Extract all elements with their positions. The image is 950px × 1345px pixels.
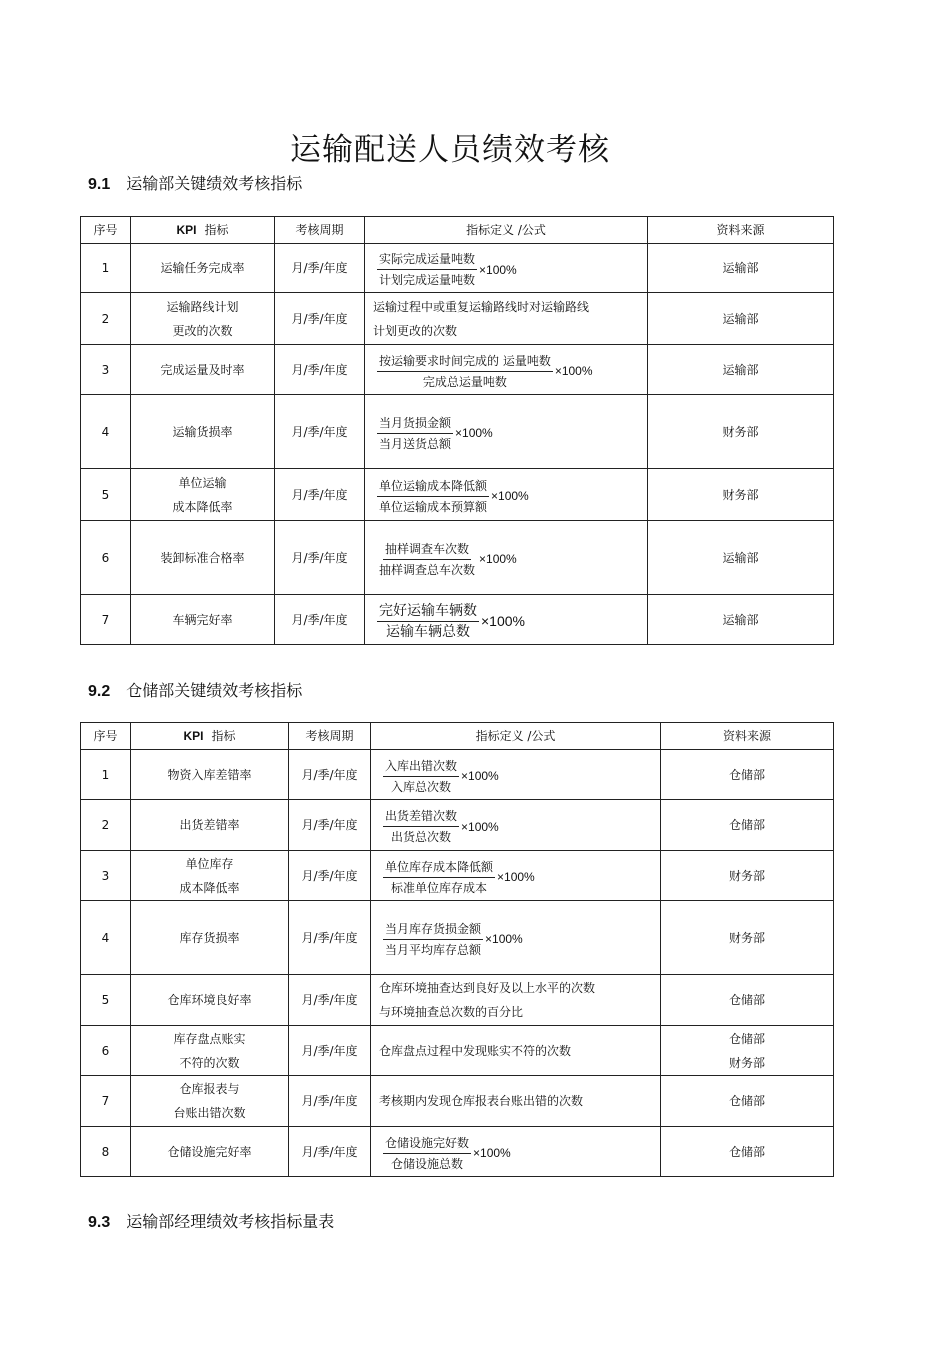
cell-definition bbox=[365, 244, 648, 293]
cell-no: 6 bbox=[81, 521, 131, 595]
cell-definition bbox=[365, 293, 648, 345]
kpi-line: 台账出错次数 bbox=[173, 1106, 246, 1120]
source-line: 仓储部 bbox=[728, 767, 765, 782]
source-line: 仓储部 bbox=[728, 1031, 765, 1046]
kpi-line: 单位运输 bbox=[178, 475, 227, 490]
source-line: 仓储部 bbox=[728, 1144, 765, 1159]
cell-no: 2 bbox=[81, 293, 131, 345]
cell-source bbox=[661, 800, 834, 851]
multiplier: ×100% bbox=[481, 613, 525, 629]
cell-period: 月/季/年度 bbox=[275, 521, 365, 595]
cell-period: 月/季/年度 bbox=[289, 1127, 371, 1177]
cell-kpi bbox=[131, 345, 275, 395]
cell-period: 月/季/年度 bbox=[275, 469, 365, 521]
cell-period: 月/季/年度 bbox=[289, 1076, 371, 1127]
cell-definition bbox=[371, 1127, 661, 1177]
numerator: 单位库存成本降低额 bbox=[383, 858, 495, 878]
numerator: 当月货损金额 bbox=[377, 414, 453, 434]
fraction bbox=[383, 807, 459, 846]
cell-source bbox=[661, 1127, 834, 1177]
cell-source bbox=[661, 1026, 834, 1076]
cell-source bbox=[648, 521, 834, 595]
cell-period: 月/季/年度 bbox=[275, 395, 365, 469]
table-row bbox=[81, 345, 834, 395]
cell-kpi bbox=[131, 293, 275, 345]
kpi-line: 装卸标准合格率 bbox=[160, 550, 245, 565]
cell-kpi bbox=[131, 244, 275, 293]
source-line: 运输部 bbox=[722, 612, 759, 627]
cell-period: 月/季/年度 bbox=[289, 800, 371, 851]
numerator: 实际完成运量吨数 bbox=[377, 250, 477, 270]
header-period: 考核周期 bbox=[289, 723, 371, 750]
denominator: 当月平均库存总额 bbox=[385, 942, 482, 957]
cell-kpi bbox=[131, 521, 275, 595]
table-row bbox=[81, 395, 834, 469]
cell-source bbox=[648, 395, 834, 469]
section-heading-9-3 bbox=[88, 1209, 334, 1232]
numerator: 完好运输车辆数 bbox=[377, 602, 479, 622]
document-title: 运输配送人员绩效考核 bbox=[290, 132, 610, 168]
header-source: 资料来源 bbox=[661, 723, 834, 750]
denominator: 出货总次数 bbox=[391, 830, 452, 844]
cell-source bbox=[661, 1076, 834, 1127]
source-line: 仓储部 bbox=[728, 993, 765, 1007]
formula bbox=[377, 250, 517, 289]
formula bbox=[383, 1134, 511, 1173]
cell-source bbox=[661, 975, 834, 1026]
definition-line: 考核期内发现仓库报表台账出错的次数 bbox=[379, 1094, 584, 1108]
numerator: 单位运输成本降低额 bbox=[377, 477, 489, 497]
cell-source bbox=[648, 595, 834, 645]
cell-kpi bbox=[131, 1076, 289, 1127]
source-line: 仓储部 bbox=[728, 818, 765, 832]
fraction bbox=[377, 540, 477, 579]
table-row bbox=[81, 1026, 834, 1076]
cell-definition bbox=[371, 851, 661, 901]
cell-period: 月/季/年度 bbox=[289, 851, 371, 901]
formula bbox=[383, 757, 499, 796]
denominator: 计划完成运量吨数 bbox=[379, 273, 476, 287]
fraction bbox=[377, 414, 453, 453]
cell-period: 月/季/年度 bbox=[275, 595, 365, 645]
cell-source bbox=[661, 750, 834, 800]
fraction bbox=[383, 920, 483, 959]
kpi-line: 单位库存 bbox=[185, 856, 234, 871]
header-period: 考核周期 bbox=[275, 217, 365, 244]
cell-definition bbox=[365, 395, 648, 469]
source-line: 仓储部 bbox=[728, 1094, 765, 1108]
formula bbox=[383, 807, 499, 846]
cell-no: 8 bbox=[81, 1127, 131, 1177]
kpi-line: 运输货损率 bbox=[172, 424, 233, 439]
cell-period: 月/季/年度 bbox=[289, 750, 371, 800]
section-number: 9.3 bbox=[88, 1214, 111, 1231]
table-row bbox=[81, 244, 834, 293]
multiplier: ×100% bbox=[491, 489, 529, 503]
table-header-row bbox=[81, 723, 834, 750]
header-kpi: KPI 指标 bbox=[131, 217, 275, 244]
table-row bbox=[81, 1076, 834, 1127]
table-header-row bbox=[81, 217, 834, 244]
cell-period: 月/季/年度 bbox=[275, 293, 365, 345]
table-row bbox=[81, 595, 834, 645]
warehouse-kpi-table bbox=[80, 722, 834, 1177]
cell-no: 1 bbox=[81, 750, 131, 800]
source-line: 财务部 bbox=[728, 1055, 765, 1070]
table-row bbox=[81, 851, 834, 901]
section-title: 运输部经理绩效考核指标量表 bbox=[126, 1212, 335, 1231]
cell-definition bbox=[365, 595, 648, 645]
kpi-line: 库存盘点账实 bbox=[173, 1031, 246, 1046]
table-row bbox=[81, 293, 834, 345]
table-row bbox=[81, 521, 834, 595]
cell-no: 4 bbox=[81, 395, 131, 469]
multiplier: ×100% bbox=[461, 819, 499, 834]
cell-definition bbox=[371, 1076, 661, 1127]
kpi-line: 仓库报表与 bbox=[179, 1082, 240, 1096]
cell-kpi bbox=[131, 469, 275, 521]
source-line: 运输部 bbox=[722, 550, 759, 565]
source-line: 运输部 bbox=[722, 311, 759, 326]
table-row bbox=[81, 750, 834, 800]
kpi-line: 物资入库差错率 bbox=[167, 767, 252, 782]
section-number: 9.2 bbox=[88, 683, 111, 700]
cell-kpi bbox=[131, 901, 289, 975]
table-row bbox=[81, 800, 834, 851]
source-line: 财务部 bbox=[722, 487, 759, 502]
table-row bbox=[81, 901, 834, 975]
cell-no: 3 bbox=[81, 345, 131, 395]
cell-period: 月/季/年度 bbox=[275, 345, 365, 395]
cell-source bbox=[661, 901, 834, 975]
section-heading-9-1 bbox=[88, 171, 302, 194]
kpi-line: 仓库环境良好率 bbox=[167, 993, 252, 1007]
denominator: 仓储设施总数 bbox=[391, 1156, 464, 1171]
cell-no: 5 bbox=[81, 469, 131, 521]
denominator: 当月送货总额 bbox=[379, 436, 452, 451]
table-row bbox=[81, 1127, 834, 1177]
multiplier: ×100% bbox=[461, 769, 499, 783]
cell-source bbox=[648, 345, 834, 395]
section-heading-9-2 bbox=[88, 678, 302, 701]
cell-kpi bbox=[131, 800, 289, 851]
kpi-line: 成本降低率 bbox=[172, 499, 233, 514]
multiplier: ×100% bbox=[554, 364, 593, 378]
header-no: 序号 bbox=[81, 723, 131, 750]
cell-period: 月/季/年度 bbox=[289, 975, 371, 1026]
formula bbox=[383, 920, 523, 959]
formula bbox=[377, 602, 525, 641]
formula bbox=[377, 477, 529, 516]
section-title: 运输部关键绩效考核指标 bbox=[126, 174, 303, 193]
fraction bbox=[377, 602, 479, 641]
denominator: 抽样调查总车次数 bbox=[379, 562, 476, 577]
cell-period: 月/季/年度 bbox=[275, 244, 365, 293]
source-line: 运输部 bbox=[722, 362, 759, 377]
definition-line: 仓库环境抽查达到良好及以上水平的次数 bbox=[379, 981, 596, 995]
kpi-line: 不符的次数 bbox=[179, 1055, 240, 1070]
denominator: 入库总次数 bbox=[391, 779, 452, 794]
kpi-line: 运输任务完成率 bbox=[160, 261, 245, 275]
multiplier: ×100% bbox=[455, 426, 493, 440]
header-source: 资料来源 bbox=[648, 217, 834, 244]
cell-kpi bbox=[131, 1026, 289, 1076]
multiplier: ×100% bbox=[479, 552, 517, 566]
cell-period: 月/季/年度 bbox=[289, 1026, 371, 1076]
cell-no: 7 bbox=[81, 595, 131, 645]
source-line: 财务部 bbox=[728, 868, 765, 883]
fraction bbox=[383, 1134, 471, 1173]
header-definition: 指标定义 /公式 bbox=[365, 217, 648, 244]
section-number: 9.1 bbox=[88, 176, 111, 193]
fraction bbox=[377, 352, 553, 391]
cell-definition bbox=[371, 800, 661, 851]
fraction bbox=[377, 250, 477, 289]
formula bbox=[383, 858, 535, 897]
transport-kpi-table bbox=[80, 216, 834, 645]
cell-kpi bbox=[131, 395, 275, 469]
header-definition: 指标定义 /公式 bbox=[371, 723, 661, 750]
denominator: 运输车辆总数 bbox=[386, 623, 470, 640]
numerator: 当月库存货损金额 bbox=[383, 920, 483, 940]
cell-no: 6 bbox=[81, 1026, 131, 1076]
cell-no: 3 bbox=[81, 851, 131, 901]
cell-definition bbox=[371, 750, 661, 800]
definition-line: 与环境抽查总次数的百分比 bbox=[379, 1005, 524, 1019]
multiplier: ×100% bbox=[479, 262, 517, 277]
fraction bbox=[383, 858, 495, 897]
fraction bbox=[383, 757, 459, 796]
cell-kpi bbox=[131, 851, 289, 901]
cell-kpi bbox=[131, 975, 289, 1026]
cell-source bbox=[648, 469, 834, 521]
formula bbox=[377, 540, 517, 579]
cell-definition bbox=[371, 975, 661, 1026]
cell-kpi bbox=[131, 1127, 289, 1177]
table-row bbox=[81, 469, 834, 521]
section-title: 仓储部关键绩效考核指标 bbox=[126, 681, 303, 700]
kpi-line: 成本降低率 bbox=[179, 880, 240, 895]
numerator: 入库出错次数 bbox=[383, 757, 459, 777]
kpi-line: 车辆完好率 bbox=[172, 612, 233, 627]
denominator: 单位运输成本预算额 bbox=[379, 499, 488, 514]
definition-line: 计划更改的次数 bbox=[373, 323, 458, 338]
formula bbox=[377, 352, 593, 391]
cell-definition bbox=[371, 901, 661, 975]
cell-source bbox=[648, 244, 834, 293]
cell-no: 1 bbox=[81, 244, 131, 293]
kpi-line: 仓储设施完好率 bbox=[167, 1144, 252, 1159]
kpi-line: 运输路线计划 bbox=[166, 299, 239, 314]
numerator: 抽样调查车次数 bbox=[383, 540, 471, 560]
multiplier: ×100% bbox=[473, 1146, 511, 1160]
cell-definition bbox=[365, 345, 648, 395]
formula bbox=[377, 414, 493, 453]
cell-no: 7 bbox=[81, 1076, 131, 1127]
cell-kpi bbox=[131, 750, 289, 800]
cell-source bbox=[648, 293, 834, 345]
definition-line: 运输过程中或重复运输路线时对运输路线 bbox=[373, 299, 590, 314]
kpi-line: 更改的次数 bbox=[172, 323, 233, 338]
source-line: 财务部 bbox=[722, 424, 759, 439]
kpi-line: 出货差错率 bbox=[179, 818, 240, 832]
cell-definition bbox=[365, 469, 648, 521]
kpi-line: 库存货损率 bbox=[179, 930, 240, 945]
multiplier: ×100% bbox=[485, 932, 523, 946]
definition-line: 仓库盘点过程中发现账实不符的次数 bbox=[379, 1043, 572, 1058]
numerator: 按运输要求时间完成的 运量吨数 bbox=[377, 352, 553, 372]
cell-definition bbox=[365, 521, 648, 595]
cell-no: 4 bbox=[81, 901, 131, 975]
header-no: 序号 bbox=[81, 217, 131, 244]
cell-period: 月/季/年度 bbox=[289, 901, 371, 975]
cell-kpi bbox=[131, 595, 275, 645]
source-line: 运输部 bbox=[722, 261, 759, 275]
source-line: 财务部 bbox=[728, 930, 765, 945]
denominator: 完成总运量吨数 bbox=[422, 374, 507, 389]
fraction bbox=[377, 477, 489, 516]
cell-no: 5 bbox=[81, 975, 131, 1026]
cell-source bbox=[661, 851, 834, 901]
numerator: 仓储设施完好数 bbox=[383, 1134, 471, 1154]
multiplier: ×100% bbox=[497, 870, 535, 884]
header-kpi: KPI 指标 bbox=[131, 723, 289, 750]
kpi-line: 完成运量及时率 bbox=[160, 362, 245, 377]
table-row bbox=[81, 975, 834, 1026]
cell-no: 2 bbox=[81, 800, 131, 851]
cell-definition bbox=[371, 1026, 661, 1076]
denominator: 标准单位库存成本 bbox=[391, 880, 488, 895]
numerator: 出货差错次数 bbox=[383, 807, 459, 827]
